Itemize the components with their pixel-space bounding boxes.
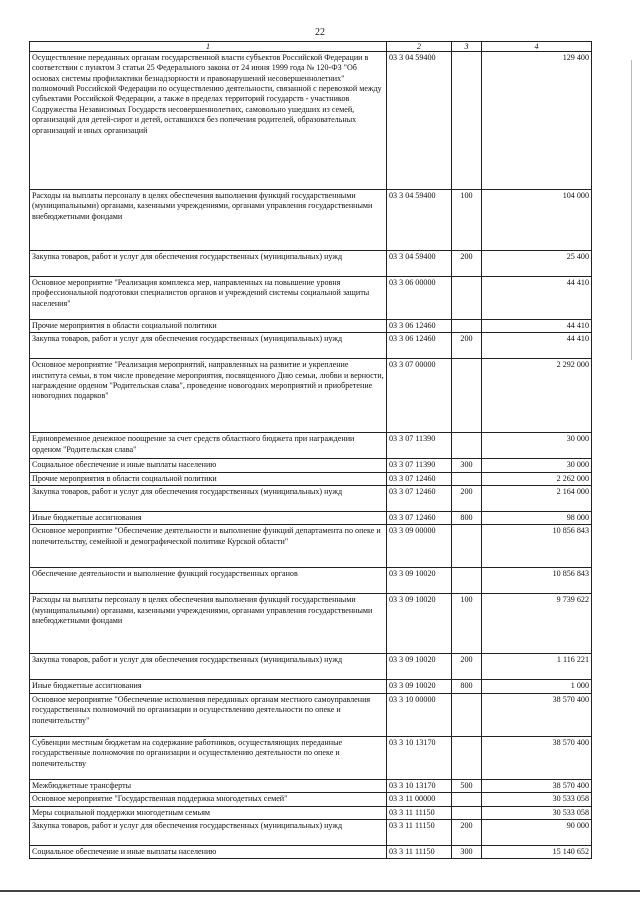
cell-name: Социальное обеспечение и иные выплаты населению bbox=[30, 459, 387, 472]
cell-type bbox=[452, 277, 482, 320]
cell-sum: 44 410 bbox=[482, 277, 592, 320]
cell-type: 200 bbox=[452, 654, 482, 680]
table-header-row bbox=[30, 42, 592, 52]
cell-name: Закупка товаров, работ и услуг для обеспечения государственных (муниципальных) нужд bbox=[30, 654, 387, 680]
cell-code: 03 3 09 10020 bbox=[387, 568, 452, 594]
cell-sum: 2 164 000 bbox=[482, 486, 592, 512]
table-row bbox=[30, 472, 592, 485]
cell-type bbox=[452, 52, 482, 190]
cell-code: 03 3 06 00000 bbox=[387, 277, 452, 320]
cell-type bbox=[452, 472, 482, 485]
cell-name: Иные бюджетные ассигнования bbox=[30, 512, 387, 525]
cell-code: 03 3 11 11150 bbox=[387, 806, 452, 819]
cell-code: 03 3 06 12460 bbox=[387, 320, 452, 333]
table-row bbox=[30, 433, 592, 459]
cell-type: 200 bbox=[452, 486, 482, 512]
cell-name: Закупка товаров, работ и услуг для обеспечения государственных (муниципальных) нужд bbox=[30, 251, 387, 277]
cell-code: 03 3 10 13170 bbox=[387, 736, 452, 779]
table-row bbox=[30, 779, 592, 792]
column-header-name: 1 bbox=[30, 42, 387, 52]
table-row bbox=[30, 594, 592, 654]
scan-edge-line bbox=[631, 60, 632, 360]
cell-type: 300 bbox=[452, 845, 482, 858]
page-number: 22 bbox=[315, 27, 325, 38]
cell-sum: 44 410 bbox=[482, 320, 592, 333]
cell-name: Иные бюджетные ассигнования bbox=[30, 680, 387, 693]
table-row bbox=[30, 806, 592, 819]
cell-type: 200 bbox=[452, 333, 482, 359]
budget-table bbox=[29, 41, 592, 859]
table-row bbox=[30, 654, 592, 680]
cell-name: Основное мероприятие "Государственная поддержка многодетных семей" bbox=[30, 793, 387, 806]
cell-name: Основное мероприятие "Обеспечение деятельности и выполнение функций департамента по опеке и попечительству, семейной и демографической политике Курской области" bbox=[30, 525, 387, 568]
cell-sum: 9 739 622 bbox=[482, 594, 592, 654]
cell-name: Социальное обеспечение и иные выплаты населению bbox=[30, 845, 387, 858]
cell-type bbox=[452, 359, 482, 433]
column-header-type: 3 bbox=[452, 42, 482, 52]
cell-code: 03 3 07 12460 bbox=[387, 512, 452, 525]
cell-name: Основное мероприятие "Обеспечение исполнения переданных органам местного самоуправления государственных полномочий по организации и осуществлению деятельности по опеке и попечительству" bbox=[30, 693, 387, 736]
cell-type bbox=[452, 320, 482, 333]
cell-sum: 38 570 400 bbox=[482, 736, 592, 779]
table-row bbox=[30, 459, 592, 472]
column-header-sum: 4 bbox=[482, 42, 592, 52]
cell-name: Расходы на выплаты персоналу в целях обеспечения выполнения функций государственными (муниципальными) органами, казенными учреждениями, органами управления государственными внебюджетными фондами bbox=[30, 594, 387, 654]
table-row bbox=[30, 190, 592, 251]
cell-sum: 104 000 bbox=[482, 190, 592, 251]
cell-name: Закупка товаров, работ и услуг для обеспечения государственных (муниципальных) нужд bbox=[30, 486, 387, 512]
table-row bbox=[30, 320, 592, 333]
table-row bbox=[30, 693, 592, 736]
cell-type bbox=[452, 736, 482, 779]
cell-name: Прочие мероприятия в области социальной политики bbox=[30, 320, 387, 333]
cell-sum: 30 533 058 bbox=[482, 793, 592, 806]
cell-sum: 90 000 bbox=[482, 819, 592, 845]
cell-sum: 30 000 bbox=[482, 433, 592, 459]
cell-name: Основное мероприятие "Реализация комплекса мер, направленных на повышение уровня профессиональной подготовки специалистов органов и учреждений системы социальной защиты населения" bbox=[30, 277, 387, 320]
cell-sum: 10 856 843 bbox=[482, 568, 592, 594]
cell-sum: 2 262 000 bbox=[482, 472, 592, 485]
table-row bbox=[30, 568, 592, 594]
cell-code: 03 3 10 00000 bbox=[387, 693, 452, 736]
cell-sum: 10 856 843 bbox=[482, 525, 592, 568]
cell-type bbox=[452, 806, 482, 819]
table-row bbox=[30, 359, 592, 433]
cell-name: Единовременное денежное поощрение за счет средств областного бюджета при награждении орденом "Родительская слава" bbox=[30, 433, 387, 459]
cell-code: 03 3 11 00000 bbox=[387, 793, 452, 806]
cell-sum: 129 400 bbox=[482, 52, 592, 190]
scan-bottom-line bbox=[0, 890, 640, 892]
cell-type bbox=[452, 568, 482, 594]
table-row bbox=[30, 251, 592, 277]
cell-code: 03 3 07 00000 bbox=[387, 359, 452, 433]
cell-sum: 15 140 652 bbox=[482, 845, 592, 858]
cell-type bbox=[452, 793, 482, 806]
cell-type: 800 bbox=[452, 680, 482, 693]
cell-type bbox=[452, 525, 482, 568]
cell-name: Закупка товаров, работ и услуг для обеспечения государственных (муниципальных) нужд bbox=[30, 819, 387, 845]
cell-type: 200 bbox=[452, 819, 482, 845]
cell-name: Субвенции местным бюджетам на содержание работников, осуществляющих переданные государственные полномочия по организации и осуществлению деятельности по опеке и попечительству bbox=[30, 736, 387, 779]
cell-code: 03 3 07 12460 bbox=[387, 486, 452, 512]
column-header-code: 2 bbox=[387, 42, 452, 52]
table-row bbox=[30, 52, 592, 190]
cell-type: 200 bbox=[452, 251, 482, 277]
cell-code: 03 3 04 59400 bbox=[387, 251, 452, 277]
cell-code: 03 3 07 11390 bbox=[387, 433, 452, 459]
cell-sum: 25 400 bbox=[482, 251, 592, 277]
cell-sum: 1 000 bbox=[482, 680, 592, 693]
cell-name: Основное мероприятие "Реализация мероприятий, направленных на развитие и укрепление института семьи, в том числе проведение мероприятия, посвященного Дню семьи, любви и верности, награждение орденом "Родительская слава", проведение новогодних мероприятий и приобретение новогодних подарков" bbox=[30, 359, 387, 433]
cell-type: 100 bbox=[452, 190, 482, 251]
cell-code: 03 3 09 10020 bbox=[387, 654, 452, 680]
table-row bbox=[30, 512, 592, 525]
cell-code: 03 3 09 00000 bbox=[387, 525, 452, 568]
cell-name: Меры социальной поддержки многодетным семьям bbox=[30, 806, 387, 819]
cell-name: Межбюджетные трансферты bbox=[30, 779, 387, 792]
cell-type: 300 bbox=[452, 459, 482, 472]
cell-code: 03 3 11 11150 bbox=[387, 819, 452, 845]
table-row bbox=[30, 333, 592, 359]
table-row bbox=[30, 736, 592, 779]
cell-code: 03 3 09 10020 bbox=[387, 594, 452, 654]
cell-type bbox=[452, 433, 482, 459]
cell-sum: 1 116 221 bbox=[482, 654, 592, 680]
cell-code: 03 3 09 10020 bbox=[387, 680, 452, 693]
cell-name: Осуществление переданных органам государственной власти субъектов Российской Федерации в соответствии с пунктом 3 статьи 25 Федерального закона от 24 июня 1999 года № 120-ФЗ "Об основах системы профилактики безнадзорности и правонарушений несовершеннолетних" полномочий Российской Федерации по осуществлению деятельности, связанной с перевозкой между субъектами Российской Федерации, а также в пределах территорий государств - участников Содружества Независимых Государств несовершеннолетних, самовольно ушедших из семей, организаций для детей-сирот и детей, оставшихся без попечения родителей, образовательных организаций и иных организаций bbox=[30, 52, 387, 190]
table-row bbox=[30, 819, 592, 845]
cell-type: 100 bbox=[452, 594, 482, 654]
cell-code: 03 3 04 59400 bbox=[387, 190, 452, 251]
cell-sum: 30 000 bbox=[482, 459, 592, 472]
table-row bbox=[30, 486, 592, 512]
table-row bbox=[30, 525, 592, 568]
cell-type bbox=[452, 693, 482, 736]
cell-sum: 2 292 000 bbox=[482, 359, 592, 433]
cell-code: 03 3 06 12460 bbox=[387, 333, 452, 359]
table-row bbox=[30, 793, 592, 806]
cell-name: Расходы на выплаты персоналу в целях обеспечения выполнения функций государственными (муниципальными) органами, казенными учреждениями, органами управления государственными внебюджетными фондами bbox=[30, 190, 387, 251]
cell-type: 800 bbox=[452, 512, 482, 525]
table-row bbox=[30, 277, 592, 320]
cell-name: Обеспечение деятельности и выполнение функций государственных органов bbox=[30, 568, 387, 594]
cell-code: 03 3 07 11390 bbox=[387, 459, 452, 472]
cell-sum: 38 570 400 bbox=[482, 693, 592, 736]
cell-sum: 30 533 058 bbox=[482, 806, 592, 819]
cell-code: 03 3 10 13170 bbox=[387, 779, 452, 792]
cell-type: 500 bbox=[452, 779, 482, 792]
cell-name: Прочие мероприятия в области социальной политики bbox=[30, 472, 387, 485]
table-row bbox=[30, 845, 592, 858]
cell-code: 03 3 04 59400 bbox=[387, 52, 452, 190]
cell-sum: 98 000 bbox=[482, 512, 592, 525]
table-row bbox=[30, 680, 592, 693]
cell-name: Закупка товаров, работ и услуг для обеспечения государственных (муниципальных) нужд bbox=[30, 333, 387, 359]
cell-sum: 44 410 bbox=[482, 333, 592, 359]
cell-code: 03 3 07 12460 bbox=[387, 472, 452, 485]
cell-sum: 38 570 400 bbox=[482, 779, 592, 792]
cell-code: 03 3 11 11150 bbox=[387, 845, 452, 858]
